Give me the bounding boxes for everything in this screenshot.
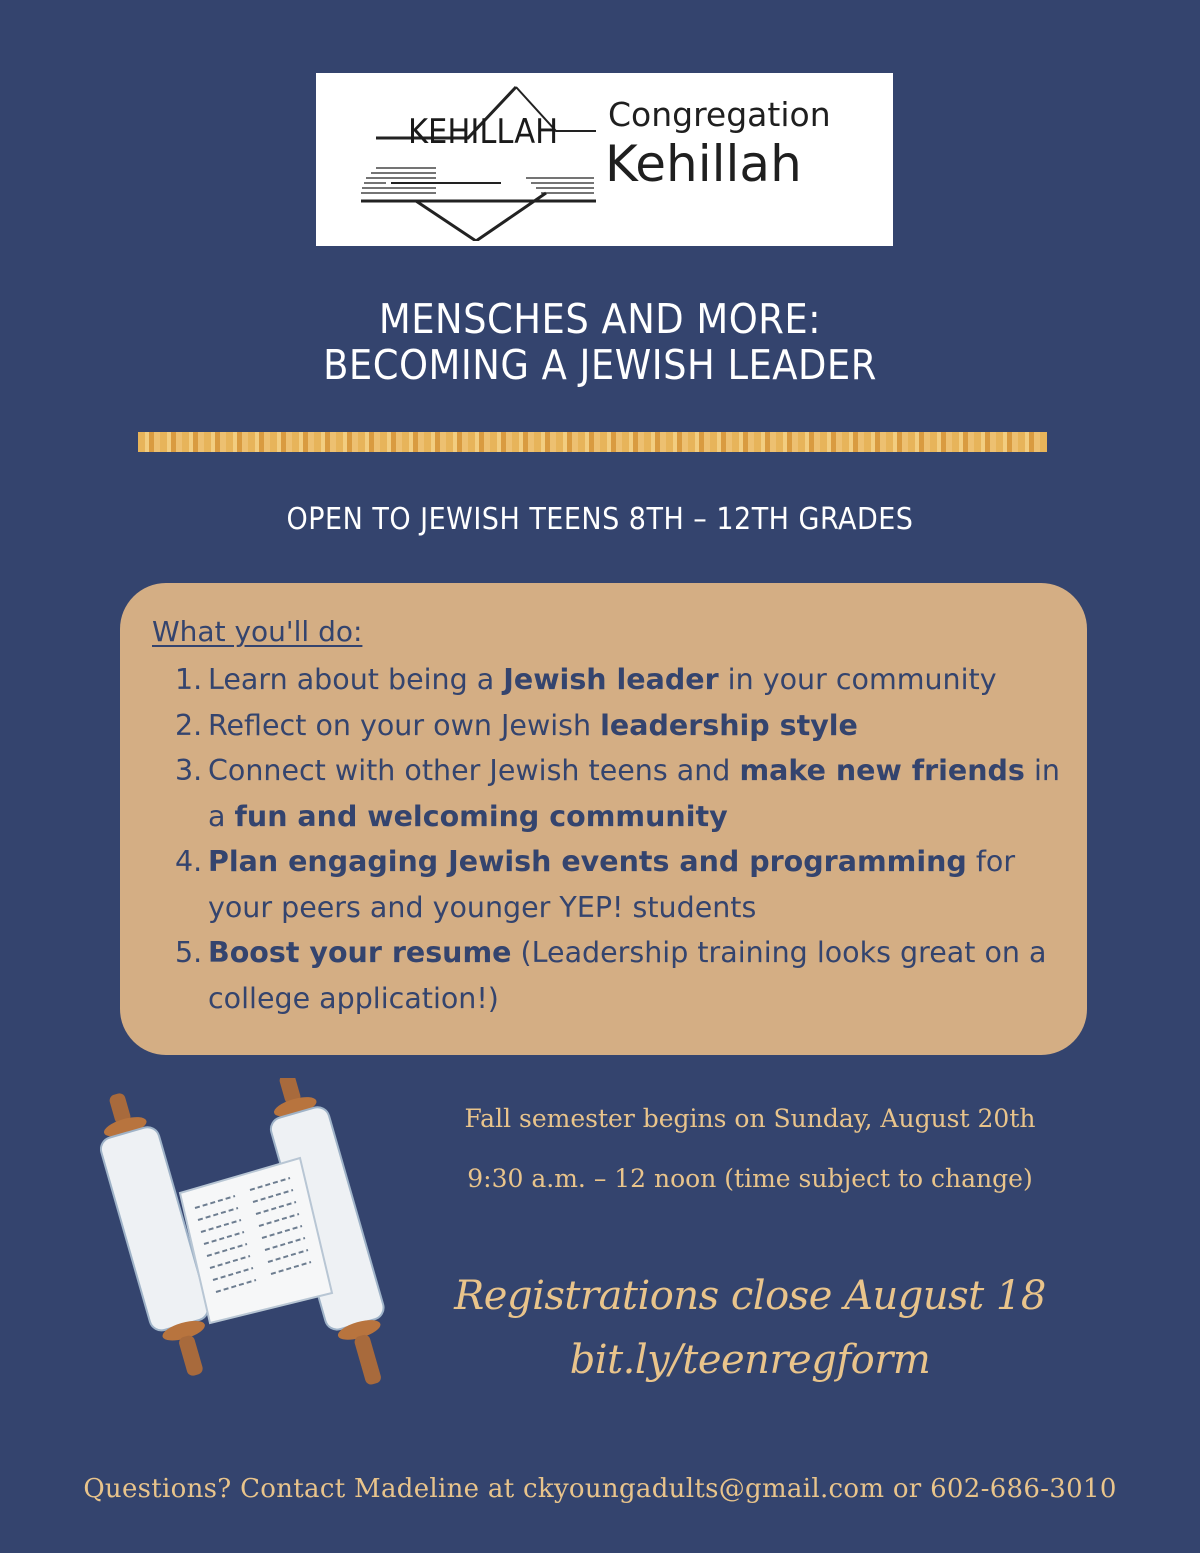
- activity-item: [175, 839, 1075, 930]
- activity-item: [175, 748, 1075, 839]
- activity-number: 4.: [175, 845, 203, 878]
- page-title-line2: BECOMING A JEWISH LEADER: [323, 341, 877, 389]
- registration-link[interactable]: bit.ly/teenregform: [569, 1337, 931, 1383]
- activity-number: 2.: [175, 708, 203, 742]
- activity-number: 5.: [175, 936, 203, 969]
- activity-number: 3.: [175, 754, 203, 787]
- activity-highlight: Boost your resume: [208, 936, 512, 969]
- activity-item: [175, 657, 1075, 703]
- activity-number: 1.: [175, 663, 203, 696]
- activities-list: [175, 657, 1075, 1021]
- session-time: 9:30 a.m. – 12 noon (time subject to change): [467, 1164, 1033, 1193]
- logo-mark-text: KEHILLAH: [408, 112, 559, 152]
- activity-highlight: fun and welcoming community: [234, 799, 728, 833]
- activity-text: Learn about being a: [208, 663, 504, 696]
- activities-heading: What you'll do:: [152, 615, 363, 648]
- logo-congregation: Congregation: [608, 95, 831, 134]
- logo-kehillah: Kehillah: [605, 135, 802, 193]
- activity-text: (Leadership training looks great on a college application!): [208, 936, 1047, 1015]
- activity-highlight: leadership style: [600, 708, 858, 742]
- activity-text: Reflect on your own Jewish: [208, 708, 601, 742]
- contact-footer: Questions? Contact Madeline at ckyoungadults@gmail.com or 602-686-3010: [83, 1474, 1117, 1504]
- subtitle-eligibility: OPEN TO JEWISH TEENS 8TH – 12TH GRADES: [286, 502, 914, 537]
- activity-highlight: Plan engaging Jewish events and programming: [208, 845, 967, 878]
- activity-highlight: Jewish leader: [503, 663, 719, 696]
- activities-card: [120, 583, 1087, 1055]
- kehillah-star-logo: [356, 83, 601, 241]
- page-title-line1: MENSCHES AND MORE:: [378, 295, 822, 343]
- activity-text: for your peers and younger YEP! students: [208, 845, 1016, 924]
- activity-text: Connect with other Jewish teens and: [208, 754, 740, 787]
- semester-start: Fall semester begins on Sunday, August 20th: [464, 1104, 1036, 1133]
- activity-highlight: make new friends: [739, 754, 1025, 787]
- activity-text: in a: [208, 754, 1060, 833]
- activity-item: [175, 930, 1075, 1021]
- gold-divider: [138, 432, 1047, 452]
- logo-box: [316, 73, 893, 246]
- torah-scroll-icon: [100, 1078, 440, 1398]
- registration-deadline: Registrations close August 18: [454, 1273, 1046, 1319]
- activity-text: in your community: [718, 663, 997, 696]
- activity-item: [175, 703, 1075, 749]
